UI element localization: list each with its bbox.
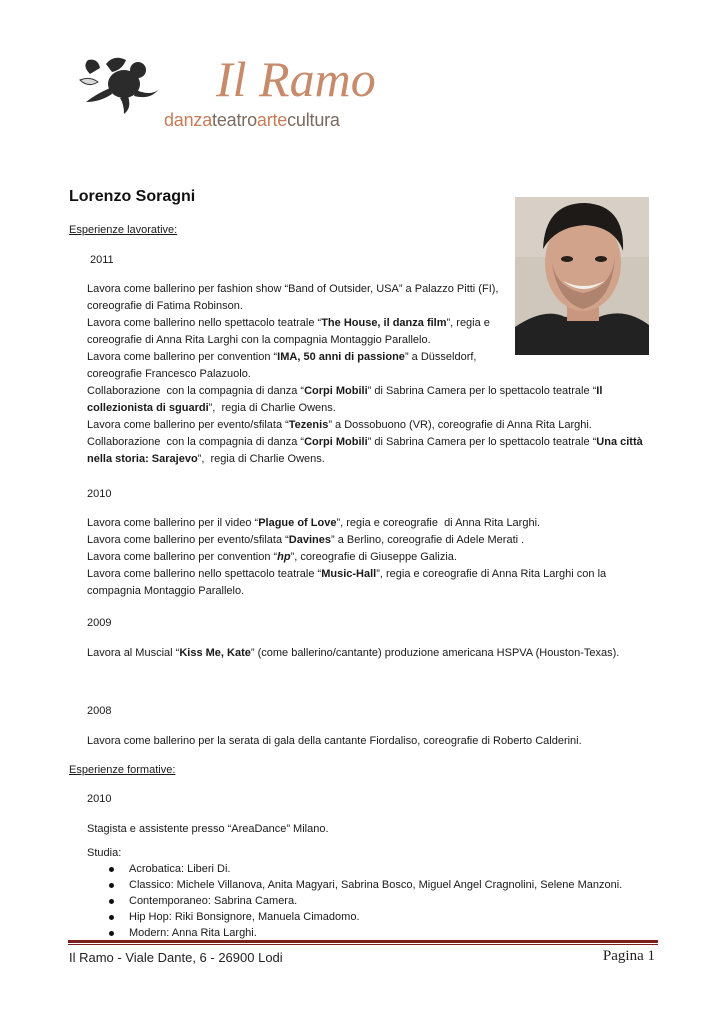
logo-title: Il Ramo xyxy=(216,51,376,107)
footer-divider xyxy=(68,940,658,943)
footer-address: Il Ramo - Viale Dante, 6 - 26900 Lodi xyxy=(69,950,283,965)
list-item: Classico: Michele Villanova, Anita Magyari, Sabrina Bosco, Miguel Angel Cragnolini, Selene Manzoni. xyxy=(87,877,622,893)
work-2011-part2: Collaborazione con la compagnia di danza “Corpi Mobili” di Sabrina Camera per lo spettacolo teatrale “Il collezionista di sguardi”, regia di Charlie Owens. Lavora come ballerino per evento/sfilata “Tezenis” a Dossobuono (VR), coreografie di Anna Rita Larghi. Collaborazione con la compagnia di danza “Corpi Mobili” di Sabrina Camera per lo spettacolo teatrale “Una città nella storia: Sarajevo”, regia di Charlie Owens. xyxy=(87,385,643,465)
section-title-work: Esperienze lavorative: xyxy=(69,224,178,236)
work-2010: Lavora come ballerino per il video “Plague of Love”, regia e coreografie di Anna Rita Larghi. Lavora come ballerino per evento/sfilata “Davines” a Berlino, coreografie di Adele Merati . Lavora come ballerino per convention “hp”, coreografie di Giuseppe Galizia. Lavora come ballerino nello spettacolo teatrale “Music-Hall”, regia e coreografie di Anna Rita Larghi con la compagnia Montaggio Parallelo. xyxy=(87,517,607,597)
profile-photo xyxy=(515,197,649,355)
studies-label: Studia: xyxy=(87,847,122,859)
logo xyxy=(76,51,376,136)
list-item: Hip Hop: Riki Bonsignore, Manuela Cimadomo. xyxy=(87,909,622,925)
page-number: Pagina 1 xyxy=(602,948,655,964)
section-title-training: Esperienze formative: xyxy=(69,764,176,776)
training-stage: Stagista e assistente presso “AreaDance” Milano. xyxy=(87,823,329,835)
person-name: Lorenzo Soragni xyxy=(69,188,196,205)
list-item: Modern: Anna Rita Larghi. xyxy=(87,925,622,941)
training-year-2010: 2010 xyxy=(87,793,112,805)
year-2011: 2011 xyxy=(90,254,114,266)
studies-block xyxy=(87,845,622,941)
studies-list xyxy=(87,861,622,941)
footer-divider-thin xyxy=(68,944,658,945)
work-2009: Lavora al Muscial “Kiss Me, Kate” (come ballerino/cantante) produzione americana HSPVA (Houston-Texas). xyxy=(87,647,620,659)
year-2009: 2009 xyxy=(87,617,112,629)
work-2008: Lavora come ballerino per la serata di gala della cantante Fiordaliso, coreografie di Roberto Calderini. xyxy=(87,735,582,747)
logo-tagline: danzateatroartecultura xyxy=(164,110,340,130)
list-item: Acrobatica: Liberi Di. xyxy=(87,861,622,877)
year-2008: 2008 xyxy=(87,705,112,717)
cherub-logo-icon xyxy=(76,54,162,116)
work-2011-part1: Lavora come ballerino per fashion show “Band of Outsider, USA” a Palazzo Pitti (FI), coreografie di Fatima Robinson. Lavora come ballerino nello spettacolo teatrale “The House, il danza film”, regia e coreografie di Anna Rita Larghi con la compagnia Montaggio Parallelo. Lavora come ballerino per convention “IMA, 50 anni di passione” a Düsseldorf, coreografie Francesco Palazuolo. xyxy=(87,283,499,380)
list-item: Contemporaneo: Sabrina Camera. xyxy=(87,893,622,909)
year-2010: 2010 xyxy=(87,488,112,500)
